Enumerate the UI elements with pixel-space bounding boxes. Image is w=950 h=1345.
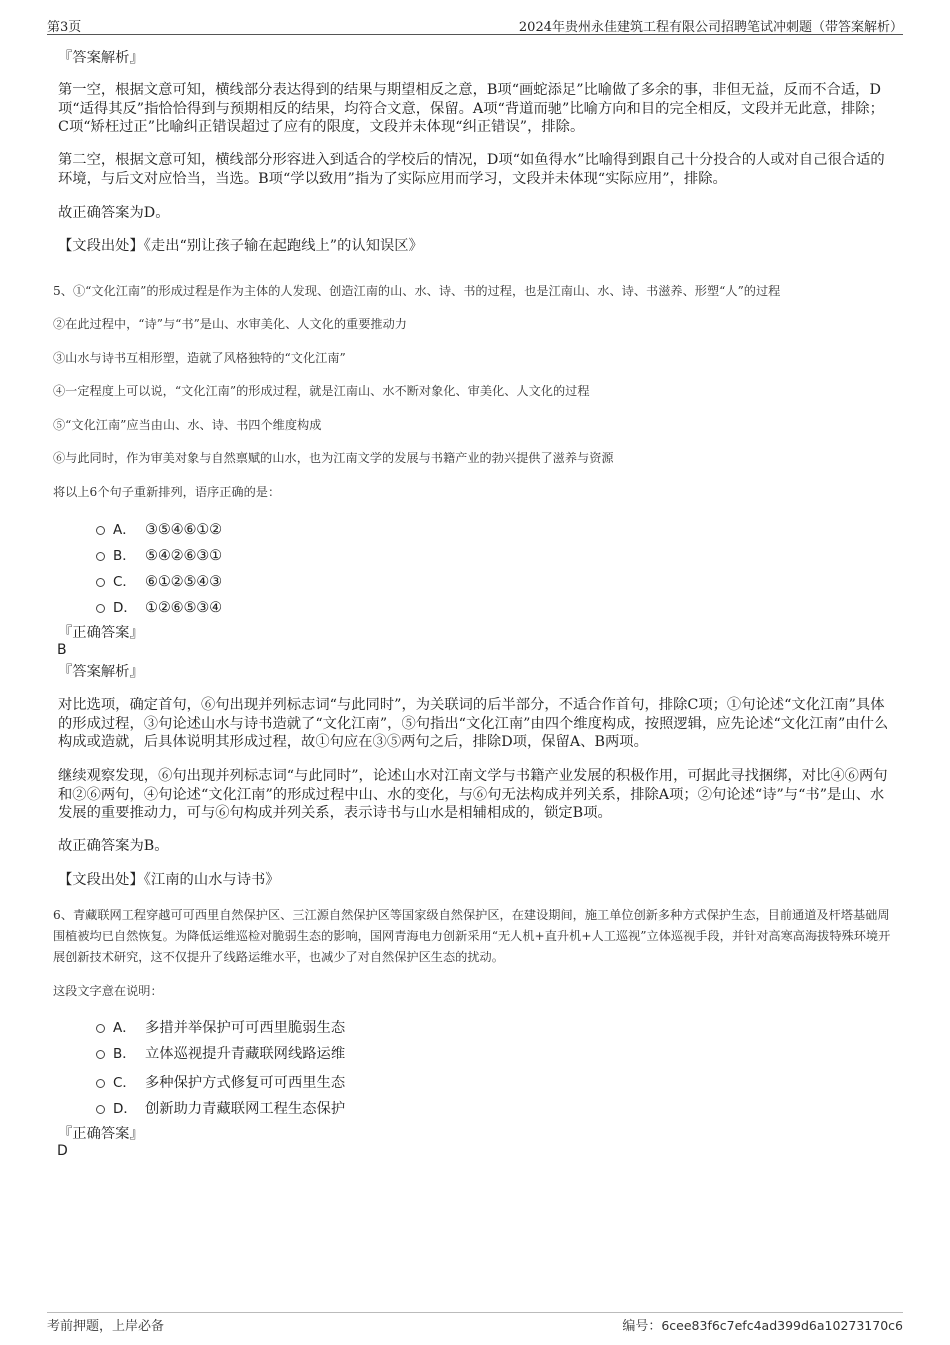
answer-label: 『正确答案』 xyxy=(58,625,144,641)
document-title: 2024年贵州永佳建筑工程有限公司招聘笔试冲刺题（带答案解析） xyxy=(518,20,903,35)
option-text: 多措并举保护可可西里脆弱生态 xyxy=(145,1020,346,1036)
option-letter: C． xyxy=(113,574,136,590)
radio-icon[interactable] xyxy=(96,1024,105,1033)
analysis-paragraph: 继续观察发现，⑥句出现并列标志词“与此同时”，论述山水对江南文学与书籍产业发展的积极作用，可据此寻找捆绑，对比④⑥两句和②⑥两句，④句论述“文化江南”的形成过程中山、水的变化，与⑥句无法构成并列关系，排除A项；②句论述“诗”与“书”是山、水发展的重要推动力，可与⑥句构成并列关系，表示诗书与山水是相辅相成的，锁定B项。 xyxy=(58,768,888,821)
page-footer xyxy=(47,1312,903,1333)
option-b[interactable] xyxy=(96,544,222,564)
option-text: ⑥①②⑤④③ xyxy=(145,574,222,590)
answer-label: 『正确答案』 xyxy=(58,1126,144,1142)
radio-icon[interactable] xyxy=(96,1105,105,1114)
document-id xyxy=(622,1315,903,1334)
radio-icon[interactable] xyxy=(96,1079,105,1088)
radio-icon[interactable] xyxy=(96,578,105,587)
option-letter: B． xyxy=(113,1046,136,1062)
option-text: ⑤④②⑥③① xyxy=(145,548,222,564)
option-a[interactable] xyxy=(96,1016,345,1037)
radio-icon[interactable] xyxy=(96,526,105,535)
option-d[interactable] xyxy=(96,1097,345,1118)
option-letter: A． xyxy=(113,1020,136,1036)
document-id-label: 编号： xyxy=(622,1319,662,1334)
option-letter: B． xyxy=(113,548,136,564)
question-line: ②在此过程中，“诗”与“书”是山、水审美化、人文化的重要推动力 xyxy=(53,317,407,331)
option-letter: D． xyxy=(113,600,137,616)
option-text: ①②⑥⑤③④ xyxy=(145,600,222,616)
footer-slogan: 考前押题，上岸必备 xyxy=(47,1319,165,1334)
option-letter: C． xyxy=(113,1075,136,1091)
option-text: 创新助力青藏联网工程生态保护 xyxy=(145,1101,346,1117)
option-c[interactable] xyxy=(96,1071,345,1092)
page-header xyxy=(47,16,903,35)
question-line: ⑥与此同时，作为审美对象与自然禀赋的山水，也为江南文学的发展与书籍产业的勃兴提供了滋养与资源 xyxy=(53,451,614,465)
radio-icon[interactable] xyxy=(96,604,105,613)
radio-icon[interactable] xyxy=(96,1050,105,1059)
page-number: 第3页 xyxy=(47,20,82,35)
question-text: 6、青藏联网工程穿越可可西里自然保护区、三江源自然保护区等国家级自然保护区，在建设期间，施工单位创新多种方式保护生态，目前通道及杆塔基础周围植被均已自然恢复。为降低运维巡检对脆弱生态的影响，国网青海电力创新采用“无人机+直升机+人工巡视”立体巡视手段，并针对高寒高海拔特殊环境开展创新技术研究，这不仅提升了线路运维水平，也减少了对自然保护区生态的扰动。 xyxy=(53,908,891,964)
option-text: 立体巡视提升青藏联网线路运维 xyxy=(145,1046,346,1062)
analysis-label: 『答案解析』 xyxy=(58,664,144,680)
conclusion: 故正确答案为B。 xyxy=(58,838,169,854)
analysis-paragraph: 对比选项，确定首句，⑥句出现并列标志词“与此同时”，为关联词的后半部分，不适合作首句，排除C项；①句论述“文化江南”具体的形成过程，③句论述山水与诗书造就了“文化江南”，⑤句指出“文化江南”由四个维度构成，按照逻辑，应先论述“文化江南”由什么构成或造就，后具体说明其形成过程，故①句应在③⑤两句之后，排除D项，保留A、B两项。 xyxy=(58,697,889,750)
question-line: ③山水与诗书互相形塑，造就了风格独特的“文化江南” xyxy=(53,351,346,365)
correct-answer: B xyxy=(57,642,67,658)
option-d[interactable] xyxy=(96,596,222,616)
question-prompt: 这段文字意在说明： xyxy=(53,984,163,998)
option-letter: D． xyxy=(113,1101,137,1117)
question-prompt: 将以上6个句子重新排列，语序正确的是： xyxy=(53,485,281,499)
analysis-paragraph: 第二空，根据文意可知，横线部分形容进入到适合的学校后的情况，D项“如鱼得水”比喻得到跟自己十分投合的人或对自己很合适的环境，与后文对应恰当，当选。B项“学以致用”指为了实际应用而学习，文段并未体现“实际应用”，排除。 xyxy=(58,152,885,187)
analysis-paragraph: 第一空，根据文意可知，横线部分表达得到的结果与期望相反之意，B项“画蛇添足”比喻做了多余的事，非但无益，反而不合适，D项“适得其反”指恰恰得到与预期相反的结果，均符合文意，保留。A项“背道而驰”比喻方向和目的完全相反，文段并无此意，排除；C项“矫枉过正”比喻纠正错误超过了应有的限度，文段并未体现“纠正错误”，排除。 xyxy=(58,82,884,135)
option-letter: A． xyxy=(113,522,136,538)
question-line: ⑤“文化江南”应当由山、水、诗、书四个维度构成 xyxy=(53,418,322,432)
document-id-value: 6cee83f6c7efc4ad399d6a10273170c6 xyxy=(661,1318,903,1333)
conclusion: 故正确答案为D。 xyxy=(58,205,170,221)
option-c[interactable] xyxy=(96,570,222,590)
correct-answer: D xyxy=(57,1143,68,1159)
option-text: 多种保护方式修复可可西里生态 xyxy=(145,1075,346,1091)
analysis-label: 『答案解析』 xyxy=(58,50,144,66)
option-a[interactable] xyxy=(96,518,222,538)
option-b[interactable] xyxy=(96,1042,345,1063)
question-line: 5、①“文化江南”的形成过程是作为主体的人发现、创造江南的山、水、诗、书的过程，也是江南山、水、诗、书滋养、形塑“人”的过程 xyxy=(53,284,781,298)
question-line: ④一定程度上可以说，“文化江南”的形成过程，就是江南山、水不断对象化、审美化、人文化的过程 xyxy=(53,384,590,398)
option-text: ③⑤④⑥①② xyxy=(145,522,222,538)
source-citation: 【文段出处】《江南的山水与诗书》 xyxy=(58,872,280,888)
radio-icon[interactable] xyxy=(96,552,105,561)
source-citation: 【文段出处】《走出“别让孩子输在起跑线上”的认知误区》 xyxy=(58,238,423,254)
